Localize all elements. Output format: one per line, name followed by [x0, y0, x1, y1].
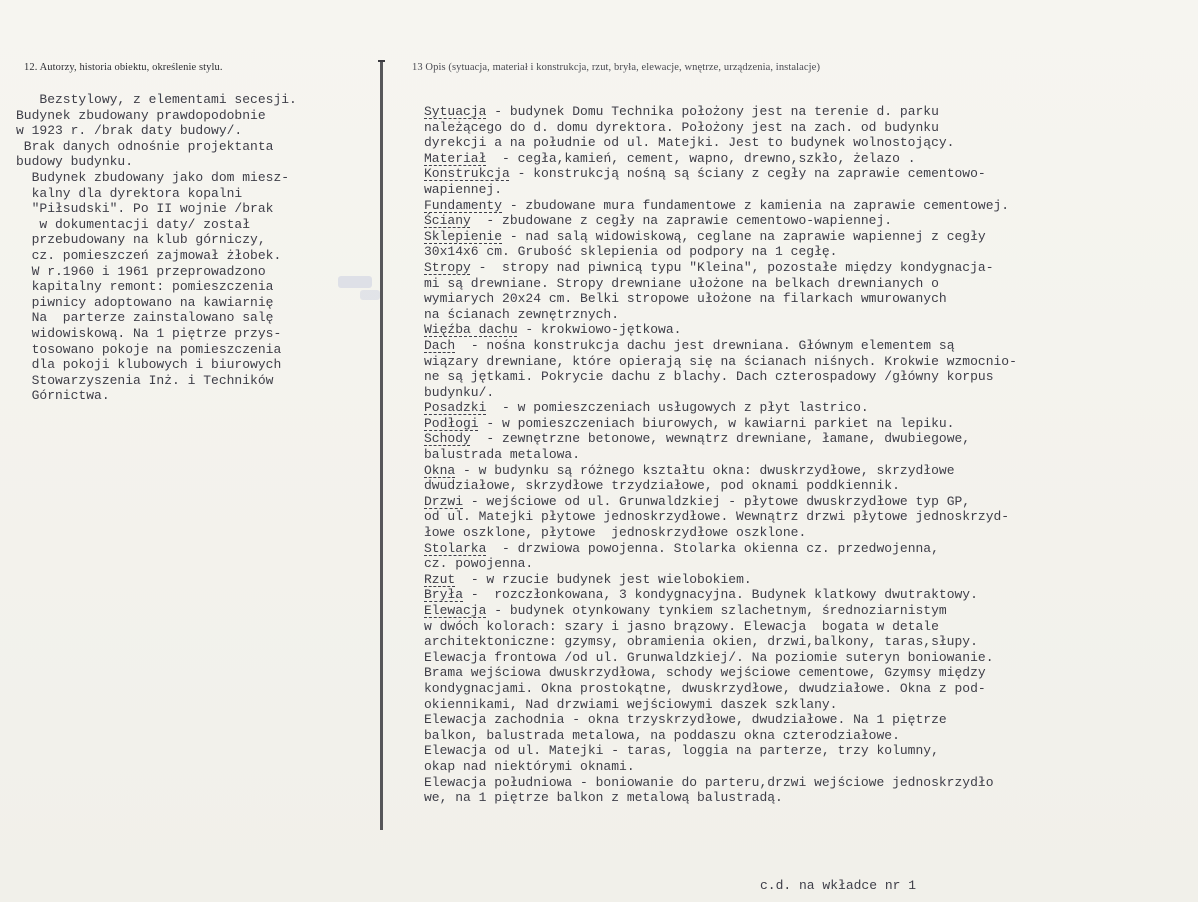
description-text-column: [424, 104, 1194, 806]
section-text: - konstrukcją nośną są ściany z cegły na zaprawie cementowo-: [509, 166, 986, 182]
description-line: [424, 338, 1194, 354]
history-line: dla pokoji klubowych i biurowych: [16, 357, 282, 373]
history-line: budowy budynku.: [16, 154, 134, 170]
section-text: cz. powojenna.: [424, 556, 534, 572]
description-line: [424, 619, 1194, 635]
description-line: [424, 229, 1194, 245]
section-13-header: 13 Opis (sytuacja, materiał i konstrukcja, rzut, bryła, elewacje, wnętrze, urządzenia, instalacje): [412, 62, 821, 73]
section-text: - nośna konstrukcja dachu jest drewniana. Głównym elementem są: [455, 337, 955, 353]
section-text: - rozczłonkowana, 3 kondygnacyjna. Budynek klatkowy dwutraktowy.: [463, 587, 978, 603]
description-line: [424, 120, 1194, 136]
section-text: - drzwiowa powojenna. Stolarka okienna cz. przedwojenna,: [486, 540, 939, 556]
history-line: cz. pomieszczeń zajmował żłobek.: [16, 247, 282, 263]
description-line: [424, 104, 1194, 120]
section-term: Sytuacja: [424, 104, 487, 119]
continuation-note: c.d. na wkładce nr 1: [760, 878, 917, 893]
description-line: [424, 260, 1194, 276]
description-line: [424, 541, 1194, 557]
description-line: [424, 775, 1194, 791]
section-text: łowe oszklone, płytowe jednoskrzydłowe oszklone.: [424, 525, 807, 541]
description-line: [424, 525, 1194, 541]
section-text: balkon, balustrada metalowa, na poddaszu okna czterodziałowe.: [424, 727, 900, 743]
section-term: Ściany: [424, 213, 471, 229]
section-text: - zbudowane mura fundamentowe z kamienia na zaprawie cementowej.: [502, 197, 1010, 213]
section-text: Elewacja od ul. Matejki - taras, loggia na parterze, trzy kolumny,: [424, 743, 939, 759]
description-line: [424, 603, 1194, 619]
history-line: piwnicy adoptowano na kawiarnię: [16, 294, 274, 310]
description-line: [424, 587, 1194, 603]
section-text: - nad salą widowiskową, ceglane na zaprawie wapiennej z cegły: [502, 228, 986, 244]
section-term: Podłogi: [424, 415, 479, 431]
section-term: Schody: [424, 431, 471, 447]
section-text: od ul. Matejki płytowe jednoskrzydłowe. Wewnątrz drzwi płytowe jednoskrzyd-: [424, 509, 1010, 525]
description-line: [424, 354, 1194, 370]
section-text: - zewnętrzne betonowe, wewnątrz drewniane, łamane, dwubiegowe,: [470, 431, 971, 447]
description-line: [424, 634, 1194, 650]
section-text: Brama wejściowa dwuskrzydłowa, schody wejściowe cementowe, Gzymsy między: [424, 665, 986, 681]
description-line: [424, 151, 1194, 167]
section-text: w dwóch kolorach: szary i jasno brązowy. Elewacja bogata w detale: [424, 618, 939, 634]
section-text: - zbudowane z cegły na zaprawie cementowo-wapiennej.: [470, 213, 893, 229]
section-term: Stolarka: [424, 540, 487, 556]
section-term: Konstrukcja: [424, 166, 510, 182]
description-line: [424, 135, 1194, 151]
section-text: balustrada metalowa.: [424, 447, 581, 463]
history-line: Górnictwa.: [16, 388, 110, 404]
description-line: [424, 665, 1194, 681]
column-divider: [380, 60, 383, 830]
description-line: [424, 385, 1194, 401]
section-text: - cegła,kamień, cement, wapno, drewno,szkło, żelazo .: [486, 150, 916, 166]
section-term: Elewacja: [424, 603, 487, 618]
section-text: dwudziałowe, skrzydłowe trzydziałowe, pod oknami poddkiennik.: [424, 478, 900, 494]
section-text: wapiennej.: [424, 181, 503, 197]
description-line: [424, 728, 1194, 744]
history-line: w dokumentacji daty/ został: [16, 216, 251, 232]
description-line: [424, 478, 1194, 494]
description-line: [424, 369, 1194, 385]
description-line: [424, 681, 1194, 697]
description-line: [424, 166, 1194, 182]
section-text: - budynek Domu Technika położony jest na terenie d. parku: [486, 104, 939, 119]
description-line: [424, 198, 1194, 214]
section-12-header: 12. Autorzy, historia obiektu, określenie stylu.: [24, 62, 223, 73]
section-term: Posadzki: [424, 400, 487, 416]
section-text: Elewacja południowa - boniowanie do parteru,drzwi wejściowe jednoskrzydło: [424, 774, 994, 790]
history-line: Bezstylowy, z elementami secesji.: [16, 92, 297, 107]
description-line: [424, 447, 1194, 463]
description-line: [424, 213, 1194, 229]
description-line: [424, 244, 1194, 260]
section-text: 30x14x6 cm. Grubość sklepienia od podpory na 1 cegłę.: [424, 244, 838, 260]
section-term: Sklepienie: [424, 228, 503, 244]
section-term: Drzwi: [424, 493, 464, 509]
description-line: [424, 463, 1194, 479]
section-text: - budynek otynkowany tynkiem szlachetnym, średnoziarnistym: [486, 603, 947, 618]
section-term: Rzut: [424, 571, 456, 587]
section-text: - w budynku są różnego kształtu okna: dwuskrzydłowe, skrzydłowe: [455, 462, 955, 478]
history-line: Brak danych odnośnie projektanta: [16, 138, 274, 154]
description-line: [424, 182, 1194, 198]
description-line: [424, 790, 1194, 806]
section-term: Fundamenty: [424, 197, 503, 213]
section-text: - w pomieszczeniach usługowych z płyt lastrico.: [486, 400, 869, 416]
history-line: kalny dla dyrektora kopalni: [16, 185, 243, 201]
history-line: "Piłsudski". Po II wojnie /brak: [16, 201, 274, 217]
section-text: ne są jętkami. Pokrycie dachu z blachy. Dach czterospadowy /główny korpus: [424, 369, 994, 385]
section-term: Więźba dachu: [424, 322, 518, 338]
description-line: [424, 307, 1194, 323]
history-line: tosowano pokoje na pomieszczenia: [16, 341, 282, 357]
section-text: - w rzucie budynek jest wielobokiem.: [455, 571, 752, 587]
description-line: [424, 494, 1194, 510]
section-text: na ścianach zewnętrznych.: [424, 306, 620, 322]
description-line: [424, 759, 1194, 775]
section-term: Dach: [424, 337, 456, 353]
description-line: [424, 322, 1194, 338]
history-line: W r.1960 i 1961 przeprowadzono: [16, 263, 266, 279]
history-line: Budynek zbudowany prawdopodobnie: [16, 107, 266, 123]
section-text: - wejściowe od ul. Grunwaldzkiej - płytowe dwuskrzydłowe typ GP,: [463, 493, 971, 509]
section-term: Bryła: [424, 587, 464, 603]
section-text: Elewacja frontowa /od ul. Grunwaldzkiej/. Na poziomie suteryn boniowanie.: [424, 649, 994, 665]
section-text: - krokwiowo-jętkowa.: [517, 322, 682, 338]
description-line: [424, 712, 1194, 728]
history-text-column: [16, 92, 376, 404]
section-text: dyrekcji a na południe od ul. Matejki. Jest to budynek wolnostojący.: [424, 135, 955, 151]
section-term: Stropy: [424, 259, 471, 275]
description-line: [424, 431, 1194, 447]
section-text: mi są drewniane. Stropy drewniane ułożone na belkach drewnianych o: [424, 275, 939, 291]
description-line: [424, 650, 1194, 666]
description-line: [424, 509, 1194, 525]
section-text: we, na 1 piętrze balkon z metalową balustradą.: [424, 790, 783, 806]
description-line: [424, 743, 1194, 759]
description-line: [424, 697, 1194, 713]
section-text: - stropy nad piwnicą typu "Kleina", pozostałe między kondygnacja-: [470, 259, 994, 275]
section-text: - w pomieszczeniach biurowych, w kawiarni parkiet na lepiku.: [478, 415, 955, 431]
description-line: [424, 400, 1194, 416]
description-line: [424, 572, 1194, 588]
history-line: Budynek zbudowany jako dom miesz-: [16, 169, 290, 185]
history-line: kapitalny remont: pomieszczenia: [16, 279, 274, 295]
description-line: [424, 291, 1194, 307]
history-line: przebudowany na klub górniczy,: [16, 232, 266, 248]
section-text: okiennikami, Nad drzwiami wejściowymi daszek szklany.: [424, 696, 838, 712]
section-text: Elewacja zachodnia - okna trzyskrzydłowe, dwudziałowe. Na 1 piętrze: [424, 712, 947, 728]
history-line: Stowarzyszenia Inż. i Techników: [16, 372, 274, 388]
section-text: wymiarych 20x24 cm. Belki stropowe ułożone na filarkach wmurowanych: [424, 291, 947, 307]
section-text: architektoniczne: gzymsy, obramienia okien, drzwi,balkony, taras,słupy.: [424, 634, 978, 650]
section-text: należącego do d. domu dyrektora. Położony jest na zach. od budynku: [424, 119, 939, 135]
description-line: [424, 556, 1194, 572]
history-line: w 1923 r. /brak daty budowy/.: [16, 123, 243, 139]
section-term: Materiał: [424, 150, 487, 166]
section-text: okap nad niektórymi oknami.: [424, 758, 635, 774]
section-text: wiązary drewniane, które opierają się na ścianach niśnych. Krokwie wzmocnio-: [424, 353, 1017, 369]
description-line: [424, 276, 1194, 292]
description-line: [424, 416, 1194, 432]
history-line: Na parterze zainstalowano salę: [16, 310, 274, 326]
section-term: Okna: [424, 462, 456, 478]
section-text: budynku/.: [424, 384, 495, 400]
section-text: kondygnacjami. Okna prostokątne, dwuskrzydłowe, dwudziałowe. Okna z pod-: [424, 680, 986, 696]
history-line: widowiskową. Na 1 piętrze przys-: [16, 325, 282, 341]
